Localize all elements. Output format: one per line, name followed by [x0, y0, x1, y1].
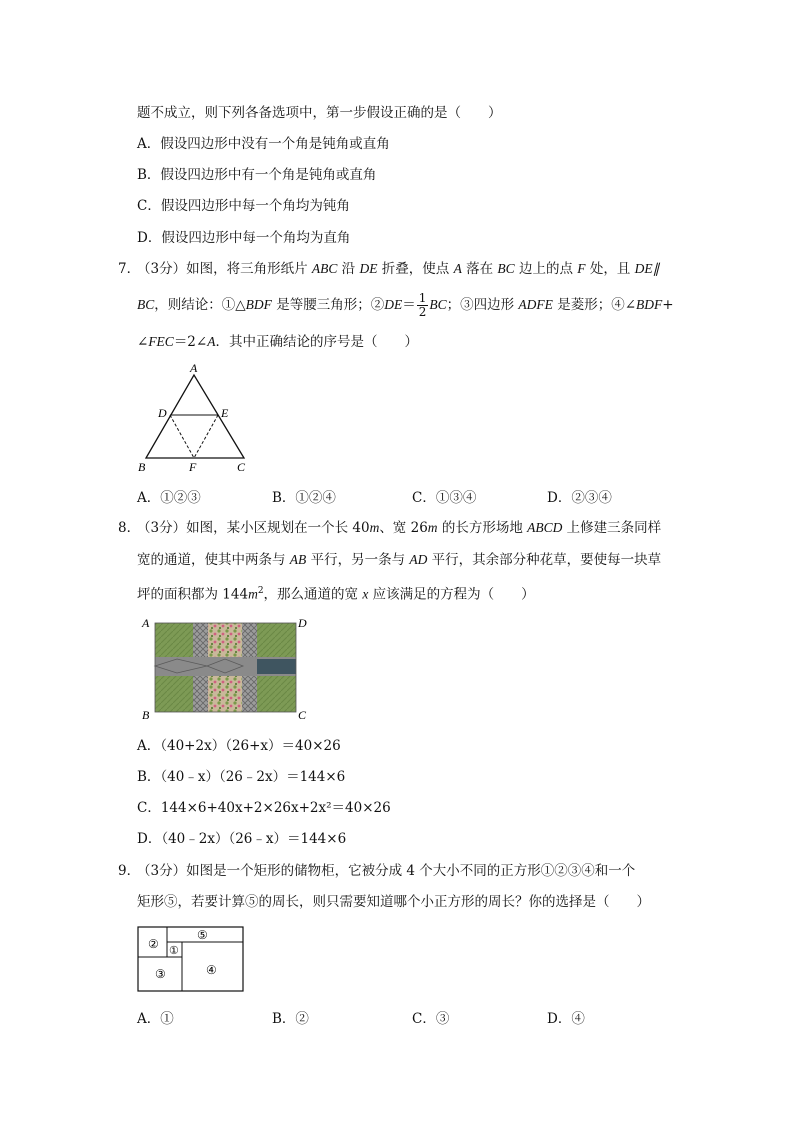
q7-triangle-figure [132, 360, 257, 476]
segment-ef [194, 415, 218, 458]
lawn-top-left [155, 623, 193, 657]
label-square-3: ③ [155, 967, 166, 981]
q8-option-d: D．（40﹣2x）（26﹣x）＝144×6 [137, 831, 347, 847]
path-vertical-right-top [242, 623, 257, 657]
q7-stem-line3: ∠FEC＝2∠A．其中正确结论的序号是（ ） [137, 334, 418, 350]
q6-option-a: A．假设四边形中没有一个角是钝角或直角 [137, 136, 390, 152]
q9-stem-line2: 矩形⑤，若要计算⑤的周长，则只需要知道哪个小正方形的周长？你的选择是（ ） [137, 894, 650, 910]
q6-option-c: C．假设四边形中每一个角均为钝角 [137, 198, 350, 214]
segment-df [170, 415, 194, 458]
label-square-4: ④ [206, 963, 217, 977]
q8-number: 8． [118, 520, 141, 536]
q9-number: 9． [118, 863, 141, 879]
q6-option-d: D．假设四边形中每一个角均为直角 [137, 230, 351, 246]
path-vertical-right-bottom [242, 676, 257, 712]
q9-option-d: D．④ [547, 1011, 585, 1027]
q7-number: 7． [118, 261, 141, 277]
q7-option-a: A．①②③ [137, 490, 201, 506]
label-e: E [221, 406, 229, 420]
q7-option-c: C．①③④ [412, 490, 477, 506]
q9-option-c: C．③ [412, 1011, 450, 1027]
q8-option-a: A．（40+2x）（26+x）＝40×26 [137, 738, 341, 754]
fraction-one-half: $\frac{1}{2}$ [418, 291, 427, 319]
q8-option-c: C．144×6+40x+2×26x+2x²＝40×26 [137, 800, 391, 816]
q8-stem-line1: （3分）如图，某小区规划在一个长 40m、宽 26m 的长方形场地 ABCD 上修建三条同样 [137, 520, 662, 536]
q6-stem-tail: 题不成立，则下列各备选项中，第一步假设正确的是（ ） [137, 105, 502, 121]
water-feature [257, 659, 296, 674]
q9-stem-line1: （3分）如图是一个矩形的储物柜，它被分成 4 个大小不同的正方形①②③④和一个 [137, 863, 636, 879]
flower-bed-top [208, 623, 242, 657]
lawn-bottom-right [257, 676, 296, 712]
flower-bed-bottom [208, 676, 242, 712]
path-vertical-left-top [193, 623, 208, 657]
label-square-1: ① [169, 945, 179, 957]
q8-option-b: B．（40﹣x）（26﹣2x）＝144×6 [137, 769, 346, 785]
q7-option-b: B．①②④ [272, 490, 336, 506]
lawn-top-right [257, 623, 296, 657]
label-a: A [190, 361, 198, 375]
q8-stem-line3: 坪的面积都为 $144m^2$，那么通道的宽 x 应该满足的方程为（ ） [137, 586, 535, 603]
label-b: B [138, 460, 146, 474]
label-a: A [142, 616, 150, 630]
label-d: D [298, 616, 307, 630]
q6-option-b: B．假设四边形中有一个角是钝角或直角 [137, 167, 377, 183]
q7-stem-line2: BC，则结论：①△BDF 是等腰三角形；②DE＝ $\frac{1}{2}$ BC；③四边形 ADFE 是菱形；④∠BDF+ [137, 291, 674, 319]
label-b: B [142, 708, 150, 722]
q8-field-figure [137, 613, 312, 725]
q8-stem-line2: 宽的通道，使其中两条与 AB 平行，另一条与 AD 平行，其余部分种花草，要使每一块草 [137, 552, 662, 568]
path-vertical-left-bottom [193, 676, 208, 712]
label-d: D [158, 406, 167, 420]
q9-option-b: B．② [272, 1011, 309, 1027]
label-c: C [298, 708, 307, 722]
q9-cabinet-figure [136, 924, 248, 994]
label-c: C [237, 460, 246, 474]
label-f: F [189, 460, 197, 474]
lawn-bottom-left [155, 676, 193, 712]
q7-stem-line1: （3分）如图，将三角形纸片 ABC 沿 DE 折叠，使点 A 落在 BC 边上的点 F 处，且 DE∥ [137, 261, 660, 277]
q9-option-a: A．① [137, 1011, 174, 1027]
label-rect-5: ⑤ [197, 928, 208, 942]
q7-option-d: D．②③④ [547, 490, 612, 506]
label-square-2: ② [148, 937, 159, 951]
